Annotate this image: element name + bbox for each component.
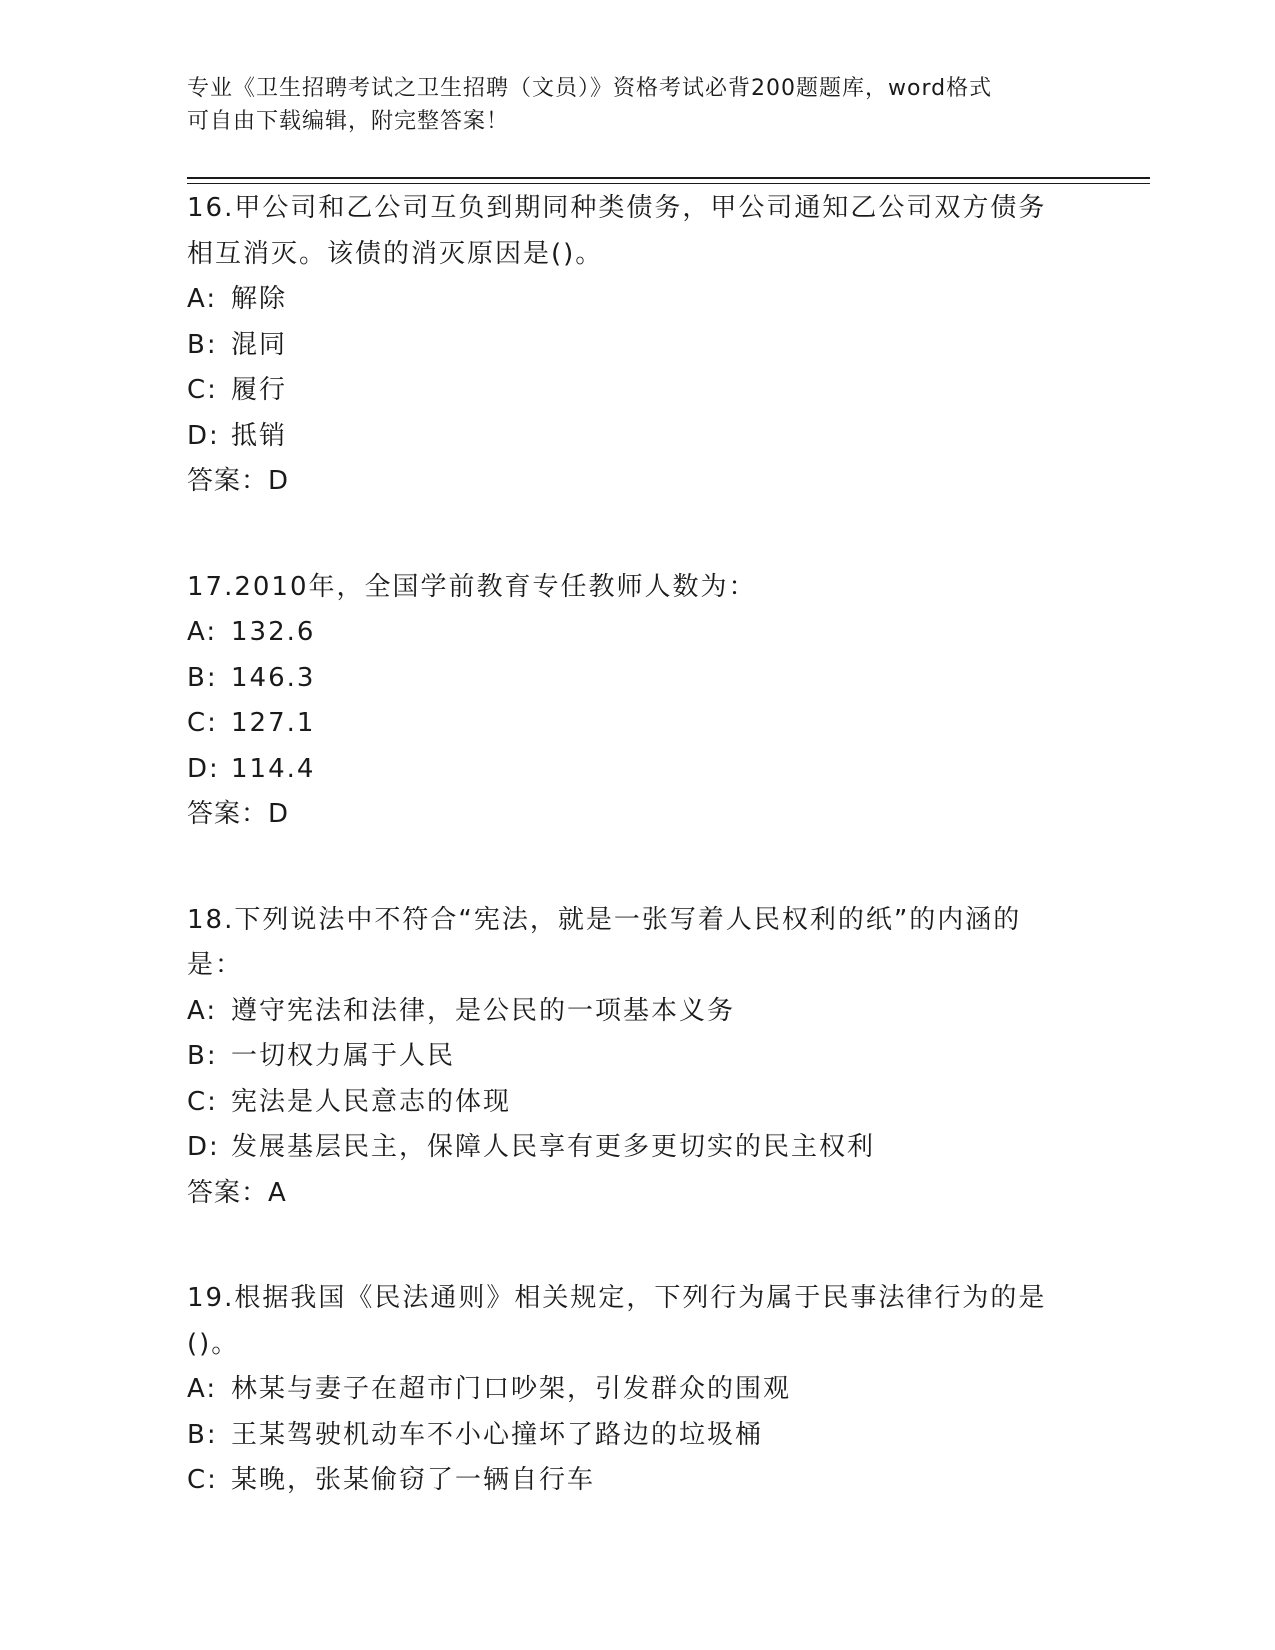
answer-line: 答案：D bbox=[187, 466, 290, 496]
option-text: 127.1 bbox=[231, 708, 316, 738]
answer-line: 答案：A bbox=[187, 1177, 287, 1208]
option-text: 114.4 bbox=[231, 753, 316, 784]
option-a bbox=[187, 277, 1087, 323]
option-letter: A: bbox=[187, 284, 218, 314]
question-19 bbox=[187, 1276, 1087, 1504]
option-letter: C: bbox=[187, 1086, 218, 1117]
answer-line: 答案：D bbox=[187, 799, 290, 829]
option-d bbox=[187, 1125, 1087, 1171]
option-text: 132.6 bbox=[231, 617, 316, 647]
option-letter: A: bbox=[187, 995, 218, 1026]
option-letter: D: bbox=[187, 1132, 220, 1162]
option-letter: B: bbox=[187, 1041, 218, 1071]
option-letter: C: bbox=[187, 1465, 218, 1495]
question-stem: ()。 bbox=[187, 1328, 240, 1359]
option-text: 发展基层民主，保障人民享有更多更切实的民主权利 bbox=[231, 1132, 876, 1162]
option-a bbox=[187, 1367, 1087, 1413]
option-letter: B: bbox=[187, 329, 218, 360]
option-letter: D: bbox=[187, 420, 220, 451]
option-d bbox=[187, 414, 1087, 460]
option-c bbox=[187, 1080, 1087, 1126]
option-a bbox=[187, 610, 1087, 656]
question-stem: 相互消灭。该债的消灭原因是()。 bbox=[187, 238, 604, 269]
option-b bbox=[187, 656, 1087, 702]
question-list bbox=[187, 186, 1087, 1564]
option-letter: B: bbox=[187, 662, 218, 693]
option-b bbox=[187, 1034, 1087, 1080]
option-letter: B: bbox=[187, 1419, 218, 1450]
option-text: 146.3 bbox=[231, 662, 316, 693]
header-title-line-1: 专业《卫生招聘考试之卫生招聘（文员）》资格考试必背200题题库，word格式 bbox=[187, 76, 993, 101]
option-c bbox=[187, 368, 1087, 414]
option-text: 王某驾驶机动车不小心撞坏了路边的垃圾桶 bbox=[231, 1419, 764, 1450]
option-text: 抵销 bbox=[231, 420, 288, 451]
option-text: 宪法是人民意志的体现 bbox=[231, 1086, 512, 1117]
option-text: 某晚，张某偷窃了一辆自行车 bbox=[231, 1465, 596, 1495]
option-d bbox=[187, 747, 1087, 793]
question-stem: 17.2010年，全国学前教育专任教师人数为： bbox=[187, 571, 757, 602]
question-18 bbox=[187, 898, 1087, 1217]
option-letter: A: bbox=[187, 1374, 218, 1404]
question-stem: 19.根据我国《民法通则》相关规定，下列行为属于民事法律行为的是 bbox=[187, 1283, 1047, 1313]
option-text: 林某与妻子在超市门口吵架，引发群众的围观 bbox=[231, 1374, 792, 1404]
question-17 bbox=[187, 565, 1087, 838]
document-header bbox=[187, 72, 1087, 138]
question-stem: 16.甲公司和乙公司互负到期同种类债务，甲公司通知乙公司双方债务 bbox=[187, 193, 1047, 223]
option-letter: A: bbox=[187, 617, 218, 647]
option-letter: C: bbox=[187, 708, 218, 738]
option-text: 履行 bbox=[231, 375, 288, 405]
header-divider-thin bbox=[187, 183, 1150, 184]
header-divider-thick bbox=[187, 177, 1150, 179]
option-text: 混同 bbox=[231, 329, 288, 360]
option-text: 一切权力属于人民 bbox=[231, 1041, 456, 1071]
option-text: 遵守宪法和法律，是公民的一项基本义务 bbox=[231, 995, 736, 1026]
header-title-line-2: 可自由下载编辑，附完整答案！ bbox=[187, 109, 510, 134]
option-text: 解除 bbox=[231, 284, 288, 314]
option-b bbox=[187, 323, 1087, 369]
option-a bbox=[187, 989, 1087, 1035]
option-letter: C: bbox=[187, 375, 218, 405]
option-b bbox=[187, 1413, 1087, 1459]
question-16 bbox=[187, 186, 1087, 505]
option-c bbox=[187, 1458, 1087, 1504]
question-stem: 18.下列说法中不符合“宪法，就是一张写着人民权利的纸”的内涵的 bbox=[187, 904, 1022, 935]
option-letter: D: bbox=[187, 753, 220, 784]
question-stem: 是： bbox=[187, 950, 244, 980]
option-c bbox=[187, 701, 1087, 747]
